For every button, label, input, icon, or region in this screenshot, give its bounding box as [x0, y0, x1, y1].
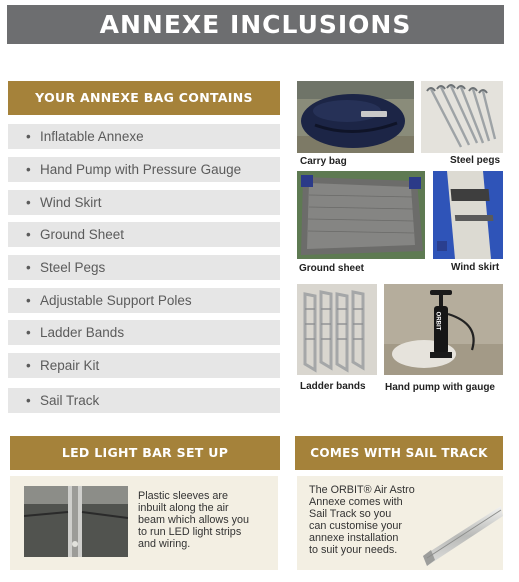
text-line: Annexe comes with [309, 496, 403, 508]
carry-bag-photo [297, 81, 414, 153]
carry-bag-caption: Carry bag [300, 156, 347, 167]
text-line: to run LED light strips [138, 526, 242, 538]
list-item-label: Hand Pump with Pressure Gauge [40, 162, 242, 177]
list-item-label: Repair Kit [40, 358, 100, 373]
bag-contents-header: YOUR ANNEXE BAG CONTAINS [8, 81, 280, 115]
text-line: Plastic sleeves are [138, 490, 229, 502]
pump-logo: ORBIT [434, 311, 441, 331]
led-description [138, 490, 249, 550]
list-item [8, 222, 280, 247]
sail-track-header: COMES WITH SAIL TRACK [295, 436, 503, 470]
text-line: and wiring. [138, 538, 191, 550]
wind-skirt-photo [433, 171, 503, 259]
ladder-bands-photo [297, 284, 377, 375]
list-item [8, 190, 280, 215]
wind-skirt-caption: Wind skirt [451, 262, 500, 273]
bullet-icon: • [26, 393, 31, 408]
list-item [8, 255, 280, 280]
bullet-icon: • [26, 129, 31, 144]
bullet-icon: • [26, 227, 31, 242]
text-line: annexe installation [309, 532, 399, 544]
bullet-icon: • [26, 162, 31, 177]
bullet-icon: • [26, 358, 31, 373]
led-beam-photo [24, 486, 128, 557]
bullet-icon: • [26, 325, 31, 340]
bullet-icon: • [26, 260, 31, 275]
steel-pegs-photo [421, 81, 503, 153]
text-line: inbuilt along the air [138, 502, 229, 514]
list-item [8, 288, 280, 313]
bullet-icon: • [26, 293, 31, 308]
text-line: to suit your needs. [309, 544, 398, 556]
hand-pump-caption: Hand pump with gauge [385, 382, 495, 393]
list-item [8, 320, 280, 345]
ladder-bands-caption: Ladder bands [300, 381, 366, 392]
list-item-label: Inflatable Annexe [40, 129, 144, 144]
hand-pump-photo [384, 284, 503, 375]
list-item-label: Steel Pegs [40, 260, 106, 275]
list-item [8, 157, 280, 182]
list-item-label: Ladder Bands [40, 325, 125, 340]
page-title: ANNEXE INCLUSIONS [7, 5, 504, 44]
text-line: The ORBIT® Air Astro [309, 484, 415, 496]
list-item-label: Adjustable Support Poles [40, 293, 192, 308]
sail-track-photo [417, 498, 503, 568]
list-item-label: Sail Track [40, 393, 100, 408]
steel-pegs-caption: Steel pegs [450, 155, 501, 166]
led-panel [10, 476, 278, 570]
ground-sheet-photo [297, 171, 425, 259]
list-item-label: Ground Sheet [40, 227, 125, 242]
ground-sheet-caption: Ground sheet [299, 263, 365, 274]
list-item [8, 124, 280, 149]
list-item [8, 353, 280, 378]
text-line: can customise your [309, 520, 403, 532]
sail-track-description [309, 484, 415, 556]
text-line: beam which allows you [138, 514, 250, 526]
list-item-label: Wind Skirt [40, 195, 102, 210]
text-line: Sail Track so you [309, 508, 392, 520]
led-light-bar-header: LED LIGHT BAR SET UP [10, 436, 280, 470]
list-item [8, 388, 280, 413]
bullet-icon: • [26, 195, 31, 210]
sail-track-panel [297, 476, 503, 570]
